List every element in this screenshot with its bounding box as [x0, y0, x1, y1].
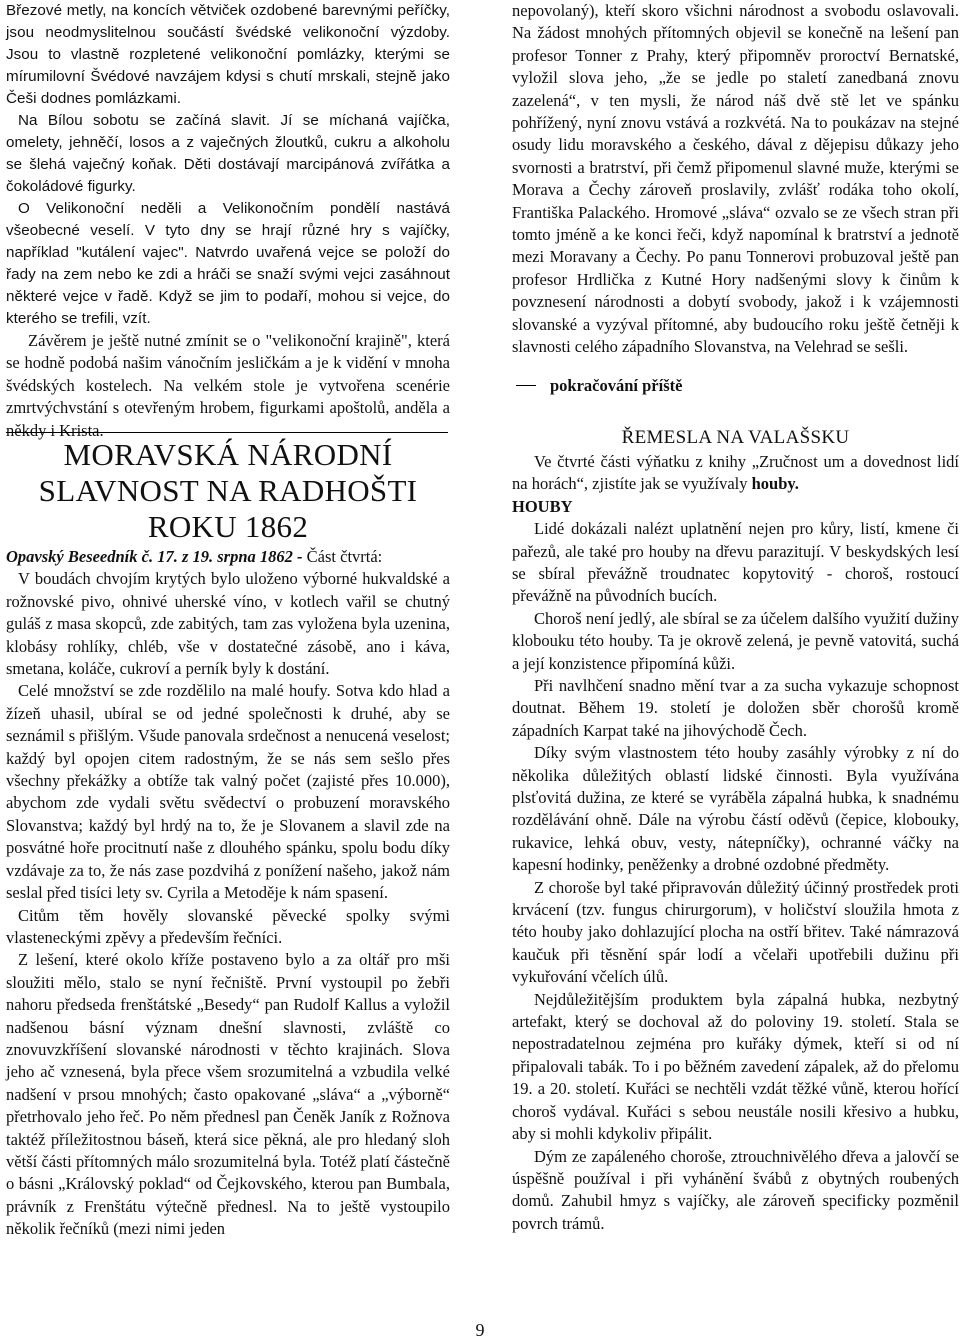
section-title: ŘEMESLA NA VALAŠSKU: [621, 426, 850, 448]
easter-paragraph: Na Bílou sobotu se začíná slavit. Jí se míchaná vajíčka, omelety, jehněčí, losos a z vaječných žloutků, cukru a alkoholu se šlehá vaječný koňak. Děti dostávají marcipánová zvířátka a čokoládové figurky.: [6, 112, 450, 195]
body-paragraph: Choroš není jedlý, ale sbíral se za účelem dalšího využití dužiny klobouku této houby. Ta je okrově zelená, je pevně vatovitá, suchá a její konzistence připomíná kůži.: [512, 608, 959, 673]
right-column: [512, 0, 959, 1235]
body-paragraph: Nejdůležitějším produktem byla zápalná hubka, nezbytný artefakt, který se dochoval až do poloviny 19. století. Stala se nepostradatelnou zejména pro kuřáky dýmek, kteří si od ní připalovali tabák. To i po běžném zavedení zápalek, až do přelomu 19. a 20. století. Kuřáci se nechtěli vzdát těžké vůně, kterou hořící choroš vydával. Kuřáci s sebou neustále nosili křesivo a hubku, aby si mohli kdykoliv připálit.: [512, 989, 959, 1144]
left-column: [6, 0, 450, 442]
article-continuation: nepovolaný), kteří skoro všichni národnost a svobodu oslavovali. Na žádost mnohých přítomných objevil se konečně na lešení pan profesor Tonner z Prahy, který připomněv proroctví Bernatské, vyložil slova jeho, „že se jedle po staletí zanedbaná znovu zazelená“, v ten mysli, že národ náš dvě stě let ve spánku pohřížený, nyní znovu vstává a rozkvétá. Na to poukázav na stejné osudy lidu moravského a českého, dával z dějepisu důkazy jeho svornosti a bratrství, při čemž připomenul slavné muže, kterými se Morava a Čechy zároveň proslavily, zvlášť rodáka toho okolí, Františka Palackého. Hromové „sláva“ ozvalo se ze všech stran při tomto jméně a ke konci řeči, když napomínal k bratrství a jednotě mezi Moravany a Čechy. Po panu Tonnerovi probuzoval ještě pan profesor Hrdlička z Kutné Hory nadšenými slovy k činům k povznesení národnosti a dobytí svobody, jakož i k vzájemnosti slovanské a vyzýval přítomné, aby budoucího roku ještě četněji k slavnosti celého západního Slovanstva, na Velehrad se sešli.: [512, 1, 959, 357]
intro-text: Ve čtvrté části výňatku z knihy „Zručnost um a dovednost lidí na horách“, zjistíte jak se využívaly: [512, 451, 959, 494]
subheading: HOUBY: [512, 496, 573, 516]
article-paragraph: Citům těm hověly slovanské pěvecké spolky svými vlasteneckými zpěvy a především řečníci.: [6, 905, 450, 947]
body-paragraph: Lidé dokázali nalézt uplatnění nejen pro kůry, listí, kmene či pařezů, ale také pro houby na dřevu parazitují. V beskydských lesí se sbíral převážně troudnatec kopytovitý - choroš, rostoucí převážně na původních bucích.: [512, 519, 959, 606]
article-headline: [6, 437, 450, 545]
article-source: [6, 546, 450, 568]
continue-label: pokračování příště: [550, 375, 683, 395]
body-paragraph: Z choroše byl také připravován důležitý účinný prostředek proti krvácení (tzv. fungus chirurgorum), v holičství sloužila hmota z této houby jako dohlazující plocha na ostří břitev. Také námrazová kaučuk při těsnění spár lodí a včelaři upotřebili dužinu při vykuřování včelích úlů.: [512, 877, 959, 987]
continue-note: [512, 375, 959, 397]
body-paragraph: Při navlhčení snadno mění tvar a za sucha vykazuje schopnost doutnat. Během 19. století je doložen sběr chorošů kromě západních Karpat také na jihovýchodě Čech.: [512, 675, 959, 740]
easter-paragraph: Březové metly, na koncích větviček ozdobené barevnými peříčky, jsou neodmyslitelnou součástí švédské velikonoční výzdoby. Jsou to vlastně rozpletené velikonoční pomlázky, kterými se mírumilovní Švédové navzájem kdysi s chutí mrskali, stejně jako Češi dodnes pomlázkami.: [6, 2, 450, 107]
article-paragraph: Celé množství se zde rozdělilo na malé houfy. Sotva kdo hlad a žízeň uhasil, ubíral se od jedné společnosti k druhé, aby se seznámil s přišlým. Všude panovala srdečnost a nenucená veselost; každý byl opojen citem radostným, že se nás sem sešlo přes všechny překážky a obtíže tak valný počet (zajisté přes 10.000), abychom zde vydali světu svědectví o probuzení moravského Slovanstva; každý byl hrdý na to, že je Slovanem a slavil zde na posvátné hoře procitnutí naše z dlouhého spánku, spolu bodu díky vzdávaje za to, že nás zase pozdvihá z ponížení našeho, jakož nám seslal před tisíci lety sv. Cyrila a Metoděje k nám spasení.: [6, 681, 450, 903]
source-part: Část čtvrtá:: [302, 547, 383, 566]
intro-paragraph: [512, 451, 959, 496]
dash-mark: [516, 385, 536, 386]
headline-line: MORAVSKÁ NÁRODNÍ: [63, 437, 393, 472]
closing-paragraph: Závěrem je ještě nutné zmínit se o "velikonoční krajině", která se hodně podobá našim vánočním jesličkám a je k vidění v mnoha švédských kostelech. Na velkém stole je vytvořena scenérie zmrtvýchvstání s otevřeným hrobem, figurkami apoštolů, anděla a někdy i Krista.: [6, 331, 450, 440]
body-paragraph: Díky svým vlastnostem této houby zasáhly výrobky z ní do několika důležitých oblastí lidské činnosti. Byla využívána plsťovitá dužina, ze které se vyráběla zápalná hubka, k snadnému rozdělávání ohně. Dále na výrobu částí oděvů (čepice, klobouky, rukavice, lehká obuv, vesty, nátepníčky), ochranné váčky na kapesní hodinky, peněženky a drobné ozdobné předměty.: [512, 743, 959, 875]
page-number: 9: [475, 1320, 485, 1340]
headline-line: SLAVNOST NA RADHOŠTI: [38, 473, 418, 508]
headline-line: ROKU 1862: [147, 509, 309, 544]
article-paragraph: V boudách chvojím krytých bylo uloženo výborné hukvaldské a rožnovské pivo, ohnivé uherské víno, v kotlech vařil se chutný guláš z masa skopců, zde zabitých, tam zas vyložena byla uzenina, klobásy rohlíky, chléb, vše v dostatečné zásobě, ano i káva, smetana, koláče, cukroví a perník byly k dostání.: [6, 569, 450, 679]
article-paragraph: Z lešení, které okolo kříže postaveno bylo a za oltář pro mši sloužiti mělo, stalo se nyní řečniště. První vystoupil po žebři nahoru předseda frenštátské „Besedy“ pan Rudolf Kallus a vyložil nadšenou básní význam dnešní slavnosti, zvláště co znovuvzkříšení slovanské národnosti v těchto krajinách. Slova jeho ač vznesená, byla přece všem srozumitelná a vzbudila velké nadšení v prsou mnohých; často opakované „sláva“ a „výborně“ přetrhovalo jeho řeč. Po něm přednesl pan Čeněk Janík z Rožnova taktéž příležitostnou báseň, která sice pěkná, ale pro hledaný sloh větší části přítomných málo srozumitelná byla. Totéž platí částečně o básni „Královský poklad“ od Čejkovského, kterou pan Bumbala, právník z Frenštátu výtečně přednesl. Na to ještě vystoupilo několik řečníků (mezi nimi jeden: [6, 950, 450, 1239]
intro-bold: houby.: [751, 474, 799, 494]
easter-paragraph: O Velikonoční neděli a Velikonočním pondělí nastává všeobecné veselí. V tyto dny se hrají různé hry s vajíčky, například "kutálení vajec". Natvrdo uvařená vejce se položí do řady na zem nebo ke zdi a hráči se snaží svými vejci zasáhnout některé vejce v řadě. Když se jim to podaří, mohou si vejce, do kterého se trefili, vzít.: [6, 200, 450, 327]
section-divider: [6, 432, 448, 433]
source-citation: Opavský Beseedník č. 17. z 19. srpna 1862 -: [6, 547, 303, 566]
body-paragraph: Dým ze zapáleného choroše, ztrouchnivělého dřeva a jalovčí se úspěšně používal i při vyhánění švábů z obytných roubených domů. Zahubil hmyz s vajíčky, ale zároveň specificky pozměnil povrch trámů.: [512, 1146, 959, 1233]
article-body: [6, 546, 450, 1241]
